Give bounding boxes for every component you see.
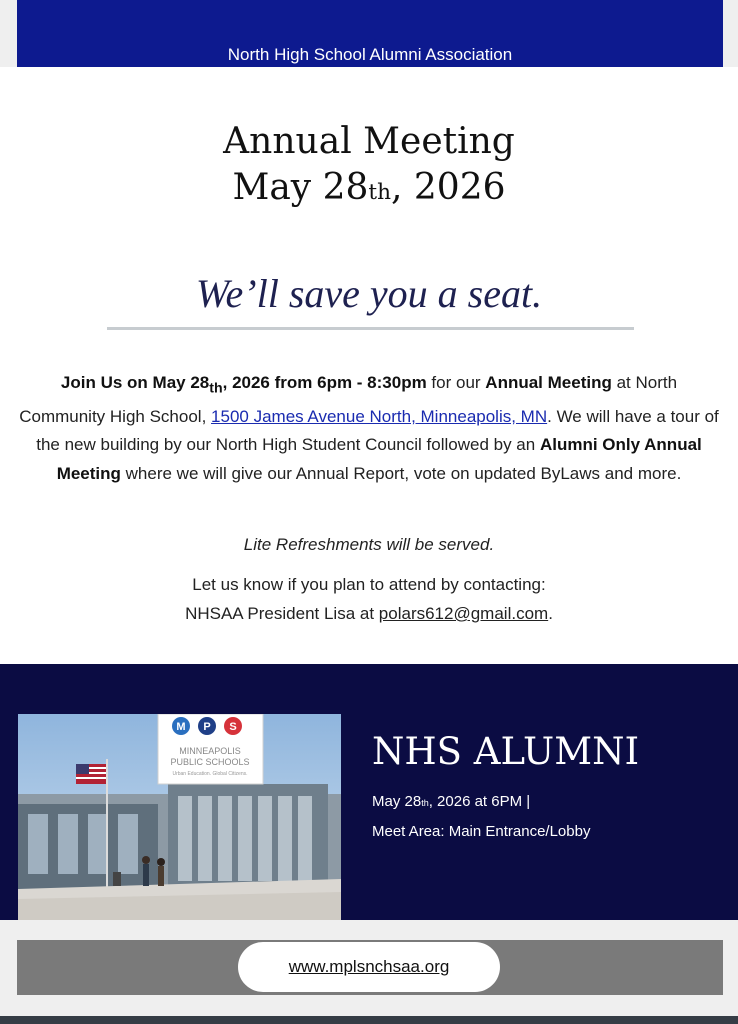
svg-text:PUBLIC SCHOOLS: PUBLIC SCHOOLS [170, 757, 250, 767]
main-content [0, 67, 738, 664]
divider [107, 327, 634, 330]
svg-text:M: M [176, 721, 186, 733]
svg-text:S: S [229, 721, 237, 733]
email-link[interactable]: polars612@gmail.com [378, 604, 549, 623]
promo-meet-area: Meet Area: Main Entrance/Lobby [372, 823, 591, 840]
event-description: Join Us on May $28_{th}$, 2026 from 6pm - 8:30pm for our Annual Meeting at North Community High School, 1500 James Avenue North, Minneapolis, MN. We will have a tour of the new building by our North High Student Council followed by an Alumni Only Annual Meeting where we will give our Annual Report, vote on updated ByLaws and more. [19, 373, 719, 483]
website-link[interactable]: www.mplsnchsaa.org [288, 957, 450, 976]
svg-text:Urban Education. Global Citize: Urban Education. Global Citizens. [172, 771, 248, 777]
promo-section [0, 664, 738, 920]
promo-title: NHS ALUMNI [372, 730, 640, 773]
address-link[interactable]: 1500 James Avenue North, Minneapolis, MN [211, 406, 548, 426]
association-name: North High School Alumni Association [227, 45, 513, 64]
svg-text:P: P [203, 721, 211, 733]
footer [17, 940, 723, 995]
contact-info: Let us know if you plan to attend by contacting: NHSAA President Lisa at polars612@gmail.com. [185, 575, 553, 623]
website-link-button[interactable] [238, 942, 500, 992]
school-building-image [18, 714, 341, 920]
promo-date: May 28th, 2026 at 6PM | [372, 793, 531, 810]
tagline: We’ll save you a seat. [195, 271, 543, 316]
title-line-2: May 28th, 2026 [232, 167, 506, 208]
svg-text:MINNEAPOLIS: MINNEAPOLIS [179, 746, 241, 756]
page-title [0, 119, 738, 216]
bottom-bar [0, 1016, 738, 1024]
header-banner [17, 0, 723, 67]
refreshments-note: Lite Refreshments will be served. [243, 535, 495, 554]
title-line-1: Annual Meeting [223, 121, 515, 162]
